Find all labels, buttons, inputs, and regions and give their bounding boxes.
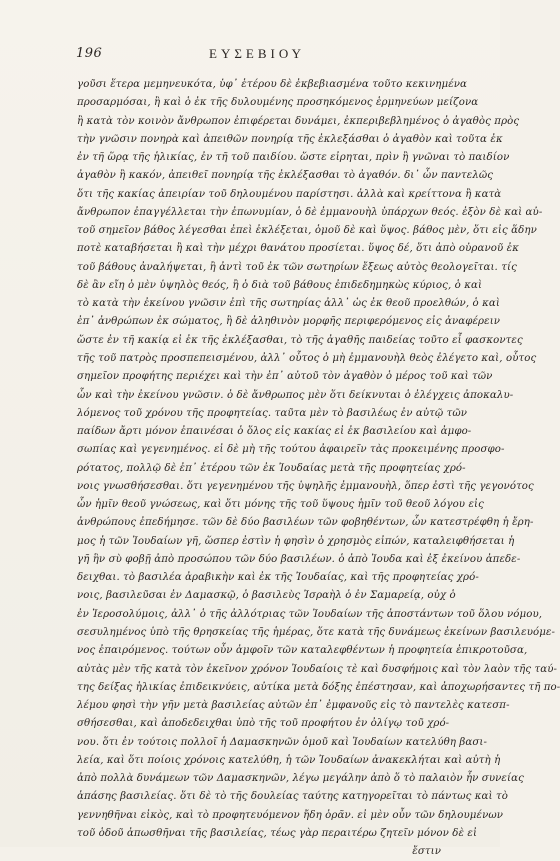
text-line: ὥστε ἐν τῆ κακίᾳ εἰ ἐκ τῆς ἐκλέξασθαι, τὸ τῆς ἀγαθῆς παιδείας τοῦτο εἶ φασκοντες bbox=[77, 334, 523, 346]
text-line: ἢ κατὰ τὸν κοινὸν ἄνθρωπον ἐπιφέρεται δυνάμει, ἐκπεριβεβλημένος ὁ ἀγαθὸς πρὸς bbox=[77, 115, 520, 127]
running-head: ΕΥΣΕΒΙΟΥ bbox=[209, 46, 305, 61]
text-line: γεννηθῆναι εἰκὸς, καὶ τὸ προφητευόμενον ἤδη ὁρᾶν. εἰ μὲν οὖν τῶν δηλουμένων bbox=[77, 809, 504, 821]
text-line: τοῦ βάθους ἀναλήψεται, ἢ ἀντὶ τοῦ ἐκ τῶν σωτηρίων ἔξεως αὐτὸς θεολογεῖται. τίς bbox=[77, 261, 517, 273]
text-line: μος ἡ τῶν Ἰουδαίων γῆ, ὥσπερ ἐστὶν ἡ φησὶν ὁ χρησμὸς εἰπών, καταλειφθήσεται ἡ bbox=[77, 535, 515, 547]
text-line: ἐν τῆ ὥρᾳ τῆς ἡλικίας, ἐν τῆ τοῦ παιδίου. ὥστε εἰρηται, πρὶν ἢ γνῶναι τὸ παιδίον bbox=[77, 152, 510, 164]
text-line: λεία, καὶ ὅτι ποίοις χρόνοις κατελύθη, ἡ τῶν Ἰουδαίων ἀνακεκλήται καὶ αὐτὴ ἡ bbox=[77, 754, 501, 766]
text-line: ποτὲ καταβήσεται ἢ καὶ τὴν μέχρι θανάτου προσίεται. ὕψος δέ, ὅτι ἀπὸ οὐρανοῦ ἐκ bbox=[77, 243, 519, 255]
text-line: λόμενος τοῦ χρόνου τῆς προφητείας. ταῦτα μὲν τὸ βασιλέως ἐν αὐτῷ τῶν bbox=[77, 407, 468, 419]
text-line: παίδων ἄρτι μόνον ἐπαινέσαι ὁ ὅλος εἰς κακίας εἰ ἐκ βασιλείου καὶ ἀμφο- bbox=[77, 426, 472, 438]
text-line: νοις γνωσθήσεσθαι. ὅτι γεγενημένου τῆς ὑψηλῆς ἐμμανουὴλ, ὅπερ ἐστὶ τῆς γεγονότος bbox=[77, 480, 534, 492]
text-line: ἀνθρώπους ἐπεδήμησε. τῶν δὲ δύο βασιλέων τῶν φοβηθέντων, ὧν κατεστρέφθη ἡ ἔρη- bbox=[77, 517, 534, 529]
page-number: 196 bbox=[76, 46, 103, 61]
text-line: νοις, βασιλεῦσαι ἐν Δαμασκῷ, ὁ βασιλεὺς Ἰσραὴλ ὁ ἐν Σαμαρείᾳ, οὐχ ὁ bbox=[77, 590, 456, 602]
text-line: ὧν ἡμῖν θεοῦ γνώσεως, καὶ ὅτι μόνης τῆς τοῦ ὕψους ἡμῖν τοῦ θεοῦ λόγου εἰς bbox=[77, 499, 484, 511]
catchword: ἔστιν bbox=[412, 846, 441, 858]
text-line: της δείξας ἡλικίας ἐπιδεικνύεις, αὐτίκα μετὰ δόξης ἐπέστησαν, καὶ ἀποχωρήσαντες τῆ πο- bbox=[77, 681, 560, 693]
text-line: σεσυλημένος ὑπὸ τῆς θρησκείας τῆς ἡμέρας, ὅτε κατὰ τῆς δυνάμεως ἐκείνων βασιλευόμε- bbox=[77, 626, 556, 638]
text-line: νος ἐπαιρόμενος. τούτων οὖν ἀμφοῖν τῶν καταλεφθέντων ἡ προφητεία ἐπικροτοῦσα, bbox=[77, 645, 528, 657]
text-line: λέμου φησὶ τὴν γῆν μετὰ βασιλείας αὐτῶν ἐπ᾽ ἐμφανοῦς εἰς τὸ παντελὲς κατεσπ- bbox=[77, 700, 510, 712]
text-line: προσαρμόσαι, ἢ καὶ ὁ ἐκ τῆς δυλουμένης προσηκόμενος ἑρμηνεύων μείζονα bbox=[77, 97, 479, 109]
text-line: γοῦσι ἕτερα μεμηνευκότα, ὑφ᾽ ἑτέρου δὲ ἐκβεβιασμένα τοῦτο κεκινημένα bbox=[77, 79, 468, 90]
text-line: ἄνθρωπον ἐπαγγέλλεται τὴν ἐπωνυμίαν, ὁ δὲ ἐμμανουὴλ ὑπάρχων θεός. ἐξὸν δὲ καὶ αὐ- bbox=[77, 206, 543, 218]
text-line: ἀγαθὸν ἢ κακόν, ἀπειθεῖ πονηρίᾳ τῆς ἐκλέξασθαι τὸ ἀγαθόν. δι᾽ ὧν παντελῶς bbox=[77, 170, 494, 182]
text-line: τὸ κατὰ τὴν ἐκείνου γνῶσιν ἐπὶ τῆς σωτηρίας ἀλλ᾽ ὡς ἐκ θεοῦ προελθών, ὁ καὶ bbox=[77, 298, 500, 310]
text-line: ὅτι τῆς κακίας ἀπειρίαν τοῦ δηλουμένου παρίστησι. ἀλλὰ καὶ κρείττονα ἢ κατὰ bbox=[77, 188, 502, 200]
text-line: ἁπάσης βασιλείας. ὅτι δὲ τὸ τῆς δουλείας ταύτης κατηγορεῖται τὸ πάντως καὶ τὸ bbox=[77, 791, 508, 803]
text-line: ἀπὸ πολλὰ δυνάμεων τῶν Δαμασκηνῶν, λέγω μεγάλην ἀπὸ ὅ τὸ παλαιὸν ἦν συνείας bbox=[77, 773, 524, 785]
text-line: σωπίας καὶ γεγενημένος. εἰ δὲ μὴ τῆς τούτου ἀφαιρεῖν τὰς προκειμένης προσφο- bbox=[77, 444, 505, 456]
text-line: τὴν γνῶσιν πονηρὰ καὶ ἀπειθῶν πονηρίᾳ τῆς ἐκλεξάσθαι ὁ ἀγαθὸν καὶ τοῦτα ἐκ bbox=[77, 133, 503, 145]
text-line: νου. ὅτι ἐν τούτοις πολλοῖ ἡ Δαμασκηνῶν ὁμοῦ καὶ Ἰουδαίων κατελύθη βασι- bbox=[77, 736, 488, 748]
text-line: ἐπ᾽ ἀνθρώπων ἐκ σώματος, ἢ δὲ ἀληθινὸν μορφῆς περιφερόμενος εἰς ἀναφέρειν bbox=[77, 316, 501, 328]
text-line: δειχθαι. τὸ βασιλέα ἀραβικὴν καὶ ἐκ τῆς Ἰουδαίας, καὶ τῆς προφητείας χρό- bbox=[77, 572, 479, 584]
text-line: αὐτὰς μὲν τῆς κατὰ τὸν ἐκεῖνον χρόνον Ἰουδαίοις τὲ καὶ δυσφήμοις καὶ τὸν λαὸν τῆς ταύ- bbox=[77, 663, 558, 675]
text-line: δὲ ἂν εἴη ὁ μὲν ὑψηλὸς θεός, ἢ ὁ διὰ τοῦ βάθους ἐπιδεδημηκὼς κύριος, ὁ καὶ bbox=[77, 279, 483, 291]
text-line: τῆς τοῦ πατρὸς προσπεπεισμένου, ἀλλ᾽ οὗτος ὁ μὴ ἐμμανουὴλ θεὸς ἐλέγετο καὶ, οὗτος bbox=[77, 352, 537, 364]
text-line: τοῦ σημεῖον βάθος λέγεσθαι ἐπεὶ ἐκλέξεται, ὁμοῦ δὲ καὶ ὕψος. βάθος μὲν, ὅτι εἰς ἅδην bbox=[77, 225, 537, 237]
text-line: τοῦ ὁδοῦ ἀπωσθῆναι τῆς βασιλείας, τέως γὰρ περαιτέρω ζητεῖν μόνον δὲ εἰ bbox=[77, 827, 478, 839]
text-line: ὧν καὶ τὴν ἐκείνου γνῶσιν. ὁ δὲ ἄνθρωπος μὲν ὅτι δείκνυται ὁ ἐλέγχεις ἀποκαλυ- bbox=[77, 389, 514, 401]
body-text bbox=[77, 76, 560, 861]
text-line: σθήσεσθαι, καὶ ἀποδεδειχθαι ὑπὸ τῆς τοῦ προφήτου ἐν ὀλίγῳ τοῦ χρό- bbox=[77, 718, 450, 730]
page-header bbox=[72, 46, 442, 66]
text-line: σημεῖον προφήτης περιέχει καὶ τὴν ἐπ᾽ αὐτοῦ τὸν ἀγαθὸν ὁ μέρος τοῦ καὶ τῶν bbox=[77, 371, 493, 383]
text-line: ἐν Ἱεροσολύμοις, ἀλλ᾽ ὁ τῆς ἀλλότριας τῶν Ἰουδαίων τῆς ἀποστάντων τοῦ ὅλου νόμου, bbox=[77, 608, 543, 620]
text-line: ρότατος, πολλῷ δὲ ἐπ᾽ ἑτέρου τῶν ἐκ Ἰουδαίας μετὰ τῆς προφητείας χρό- bbox=[77, 462, 466, 474]
text-line: γῆ ἣν σὺ φοβῇ ἀπὸ προσώπου τῶν δύο βασιλέων. ὁ ἀπὸ Ἰουδα καὶ ἐξ ἐκείνου ἀπεδε- bbox=[77, 553, 521, 565]
